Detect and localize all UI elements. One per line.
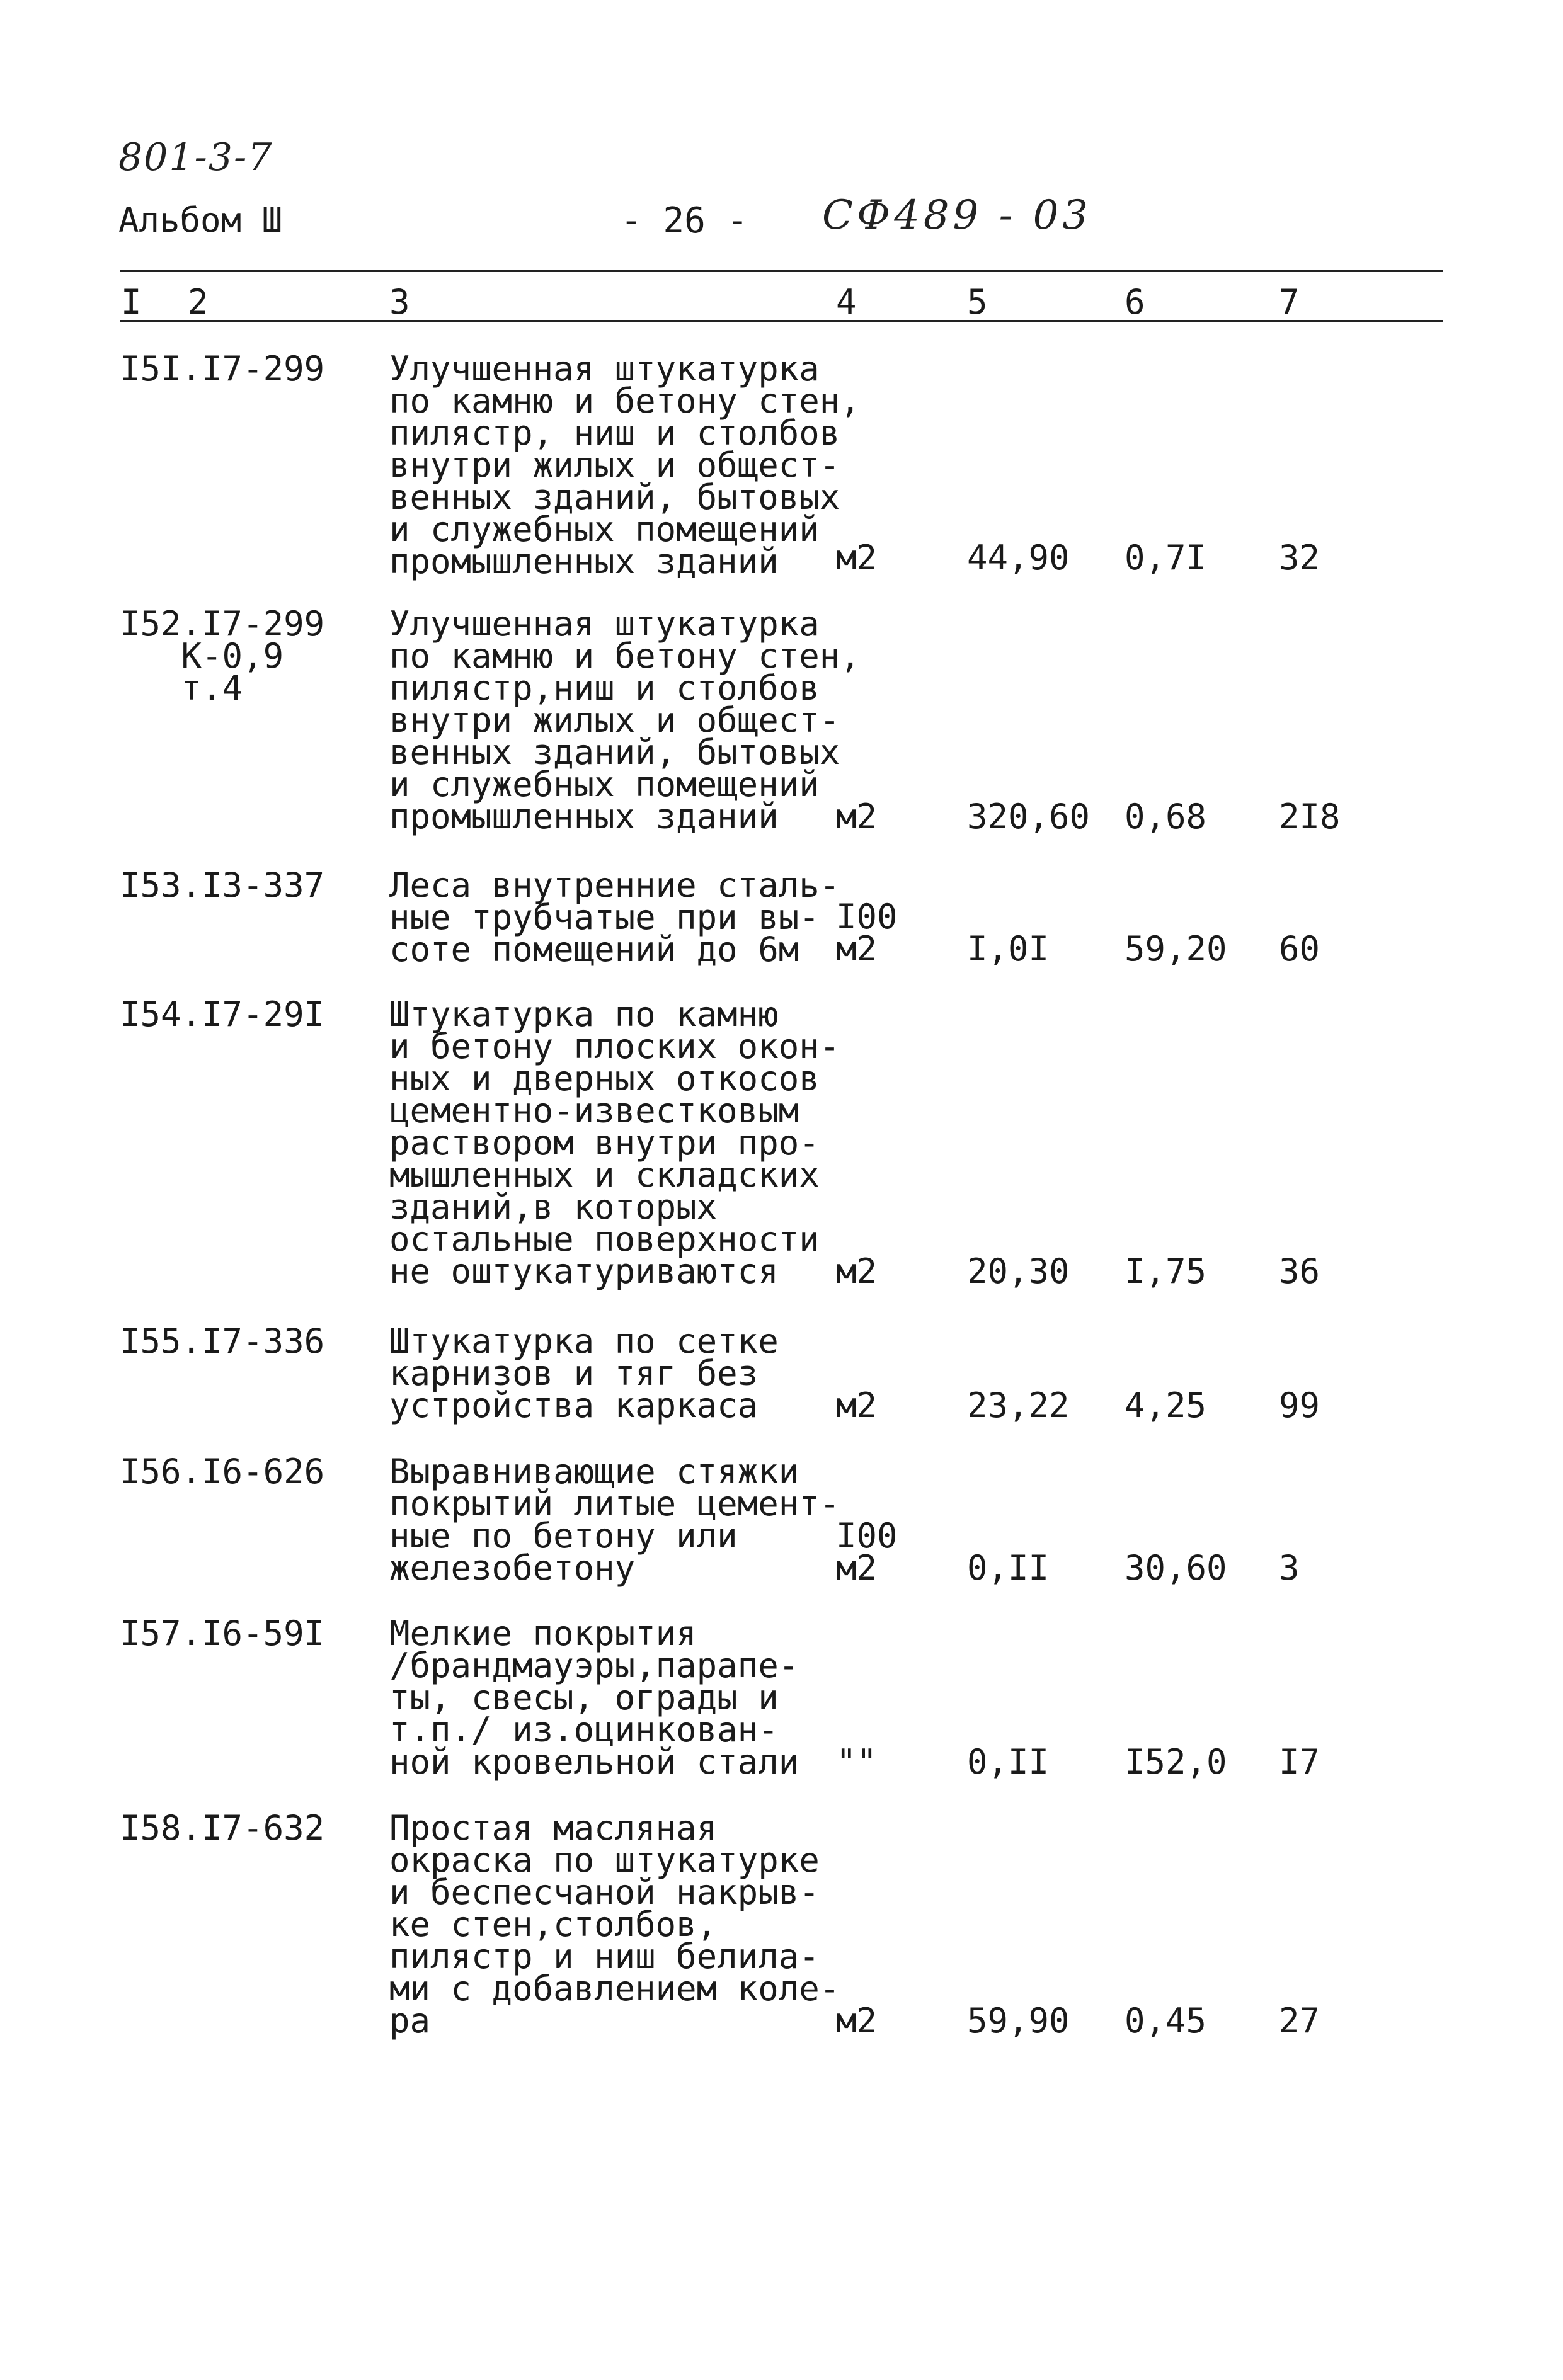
row-unit-price: I,75: [1125, 1251, 1207, 1291]
column-number-4: 4: [836, 282, 857, 322]
row-code: I52.I7-299: [120, 604, 325, 644]
row-total: 3: [1279, 1548, 1300, 1588]
column-number-3: 3: [389, 282, 410, 322]
row-total: 32: [1279, 538, 1320, 578]
series-number: 801-3-7: [118, 135, 273, 179]
row-total: 36: [1279, 1251, 1320, 1291]
row-quantity: 20,30: [967, 1251, 1070, 1291]
row-code: I57.I6-59I: [120, 1614, 325, 1653]
row-code: I53.I3-337: [120, 865, 325, 905]
column-number-7: 7: [1279, 282, 1300, 322]
column-number-2: 2: [188, 282, 209, 322]
row-total: I7: [1279, 1742, 1320, 1782]
document-code: СФ489 - 03: [822, 192, 1092, 239]
row-unit: м2: [836, 797, 878, 836]
row-code: I5I.I7-299: [120, 349, 325, 389]
row-unit-price: 0,68: [1125, 797, 1207, 836]
row-description: Выравнивающие стяжки покрытий литые цемент- ные по бетону или железобетону: [389, 1452, 840, 1588]
row-total: 60: [1279, 929, 1320, 969]
row-description: Штукатурка по сетке карнизов и тяг без устройства каркаса: [389, 1321, 779, 1425]
row-quantity: I,0I: [967, 929, 1050, 969]
row-unit-price: 0,45: [1125, 2001, 1207, 2041]
row-description: Мелкие покрытия /брандмауэры,парапе- ты, свесы, ограды и т.п./ из.оцинкован- ной кровельной стали: [389, 1614, 799, 1782]
row-code: I56.I6-626: [120, 1452, 325, 1491]
row-code-extra: К-0,9 т.4: [181, 636, 284, 708]
album-label: Альбом Ш: [118, 200, 283, 240]
row-description: Штукатурка по камню и бетону плоских окон- ных и дверных откосов цементно-известковым раствором внутри про- мышленных и складских зданий,в которых остальные поверхности не оштукатуриваются: [389, 994, 840, 1291]
row-quantity: 0,II: [967, 1742, 1050, 1782]
row-code: I55.I7-336: [120, 1321, 325, 1361]
row-unit-price: 4,25: [1125, 1386, 1207, 1425]
row-unit: м2: [836, 1386, 878, 1425]
row-unit: I00 м2: [836, 897, 898, 969]
row-description: Простая масляная окраска по штукатурке и беспесчаной накрыв- ке стен,столбов, пилястр и ниш белила- ми с добавлением коле- ра: [389, 1808, 840, 2041]
row-unit-price: 30,60: [1125, 1548, 1227, 1588]
row-unit-price: I52,0: [1125, 1742, 1227, 1782]
row-code: I54.I7-29I: [120, 994, 325, 1034]
row-unit: "": [836, 1742, 878, 1782]
row-quantity: 44,90: [967, 538, 1070, 578]
column-number-5: 5: [967, 282, 988, 322]
row-total: 99: [1279, 1386, 1320, 1425]
row-quantity: 0,II: [967, 1548, 1050, 1588]
header-rule-bottom: [120, 320, 1443, 322]
row-unit: м2: [836, 2001, 878, 2041]
row-total: 27: [1279, 2001, 1320, 2041]
row-description: Леса внутренние сталь- ные трубчатые при вы- соте помещений до 6м: [389, 865, 840, 969]
row-total: 2I8: [1279, 797, 1341, 836]
row-code: I58.I7-632: [120, 1808, 325, 1848]
row-description: Улучшенная штукатурка по камню и бетону стен, пилястр,ниш и столбов внутри жилых и общест- венных зданий, бытовых и служебных помещений промышленных зданий: [389, 604, 861, 836]
row-unit-price: 0,7I: [1125, 538, 1207, 578]
row-quantity: 320,60: [967, 797, 1091, 836]
row-unit: м2: [836, 538, 878, 578]
header-rule-top: [120, 270, 1443, 272]
row-quantity: 59,90: [967, 2001, 1070, 2041]
row-description: Улучшенная штукатурка по камню и бетону стен, пилястр, ниш и столбов внутри жилых и общест- венных зданий, бытовых и служебных помещений промышленных зданий: [389, 349, 861, 581]
row-quantity: 23,22: [967, 1386, 1070, 1425]
column-number-1: I: [121, 282, 142, 322]
row-unit-price: 59,20: [1125, 929, 1227, 969]
row-unit: м2: [836, 1251, 878, 1291]
row-unit: I00 м2: [836, 1516, 898, 1588]
column-number-6: 6: [1125, 282, 1145, 322]
page-number: - 26 -: [621, 200, 748, 241]
